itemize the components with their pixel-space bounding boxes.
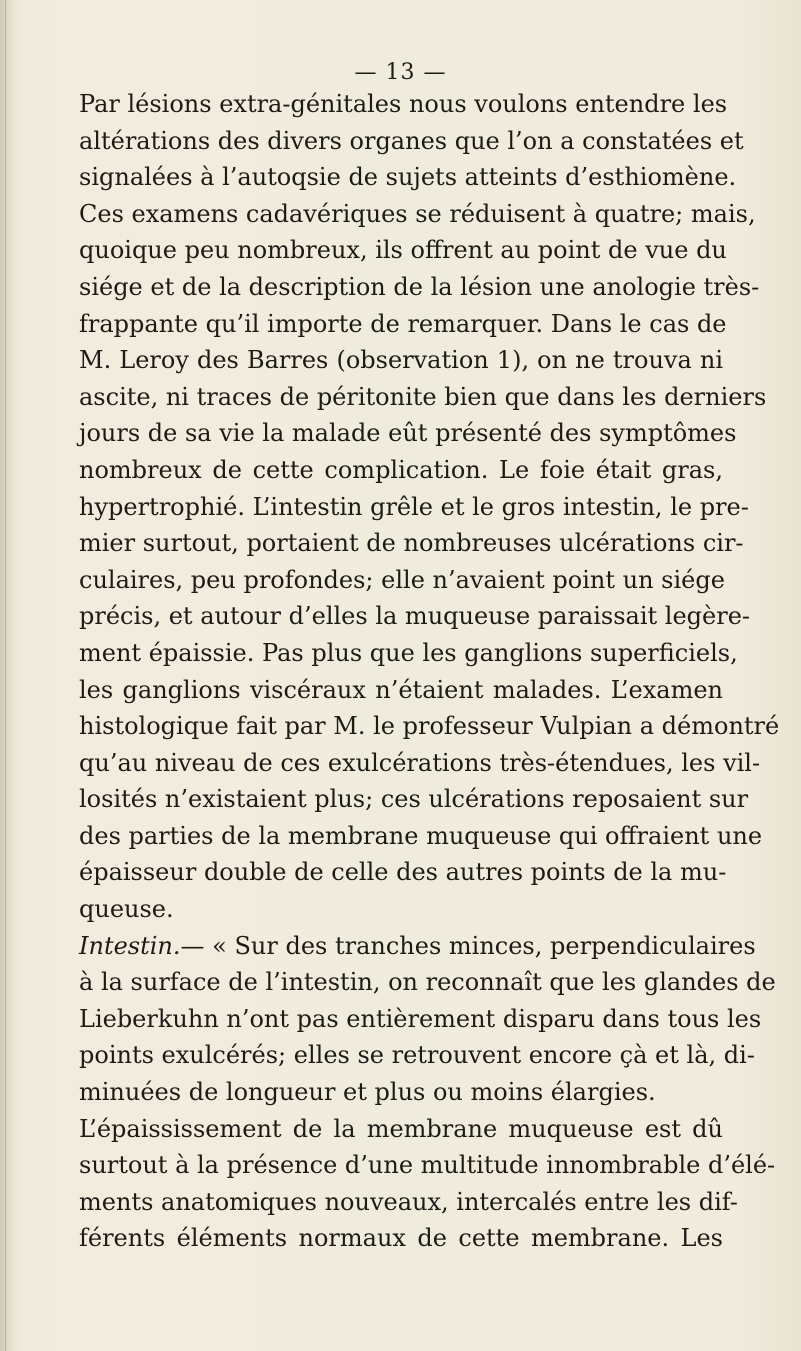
section-lead-intestin: Intestin. [79, 931, 181, 960]
body-text [79, 86, 780, 1257]
text-line-4: Ces examens cadavériques se réduisent à quatre; mais, [79, 199, 756, 228]
text-line-30: surtout à la présence d’une multitude innombrable d’élé- [79, 1151, 776, 1180]
text-line-14: culaires, peu profondes; elle n’avaient point un siége [79, 565, 725, 594]
text-line-2: altérations des divers organes que l’on a constatées et [79, 126, 744, 155]
text-line-5: quoique peu nombreux, ils offrent au point de vue du [79, 236, 727, 265]
text-line-6: siége et de la description de la lésion une anologie très- [79, 272, 760, 301]
text-line-31: ments anatomiques nouveaux, intercalés entre les dif- [79, 1187, 738, 1216]
text-line-16: ment épaissie. Pas plus que les ganglions superficiels, [79, 638, 738, 667]
text-line-17: les ganglions viscéraux n’étaient malades. L’examen [79, 675, 723, 704]
text-line-13: mier surtout, portaient de nombreuses ulcérations cir- [79, 529, 744, 558]
page-binding-line [5, 0, 6, 1351]
text-line-25: à la surface de l’intestin, on reconnaît que les glandes de [79, 968, 776, 997]
text-line-7: frappante qu’il importe de remarquer. Dans le cas de [79, 309, 727, 338]
text-line-intestin [79, 928, 756, 965]
text-line-27: points exulcérés; elles se retrouvent encore çà et là, di- [79, 1041, 755, 1070]
text-line-8: M. Leroy des Barres (observation 1), on ne trouva ni [79, 346, 723, 375]
text-line-15: précis, et autour d’elles la muqueuse paraissait legère- [79, 602, 751, 631]
text-line-19: qu’au niveau de ces exulcérations très-étendues, les vil- [79, 748, 761, 777]
text-line-21: des parties de la membrane muqueuse qui offraient une [79, 821, 763, 850]
text-line-9: ascite, ni traces de péritonite bien que dans les derniers [79, 382, 767, 411]
page-binding-shadow [0, 0, 14, 1351]
text-line-32: férents éléments normaux de cette membrane. Les [79, 1224, 723, 1253]
text-line-11: nombreux de cette complication. Le foie était gras, [79, 455, 723, 484]
text-line-3: signalées à l’autoqsie de sujets atteints d’esthiomène. [79, 163, 737, 192]
text-line-28: minuées de longueur et plus ou moins élargies. [79, 1078, 656, 1107]
page-number: — 13 — [354, 60, 447, 85]
text-line-12: hypertrophié. L’intestin grêle et le gros intestin, le pre- [79, 492, 749, 521]
text-line-1: Par lésions extra-génitales nous voulons entendre les [79, 90, 728, 118]
text-line-22: épaisseur double de celle des autres points de la mu- [79, 858, 727, 887]
text-line-26: Lieberkuhn n’ont pas entièrement disparu dans tous les [79, 1004, 762, 1033]
text-line-29: L’épaississement de la membrane muqueuse est dû [79, 1114, 723, 1143]
text-line-18: histologique fait par M. le professeur Vulpian a démontré [79, 712, 780, 741]
text-line-20: losités n’existaient plus; ces ulcérations reposaient sur [79, 785, 749, 814]
text-line-10: jours de sa vie la malade eût présenté des symptômes [79, 419, 737, 448]
text-line-23: queuse. [79, 895, 174, 924]
section-lead-rest: — « Sur des tranches minces, perpendiculaires [180, 931, 756, 960]
